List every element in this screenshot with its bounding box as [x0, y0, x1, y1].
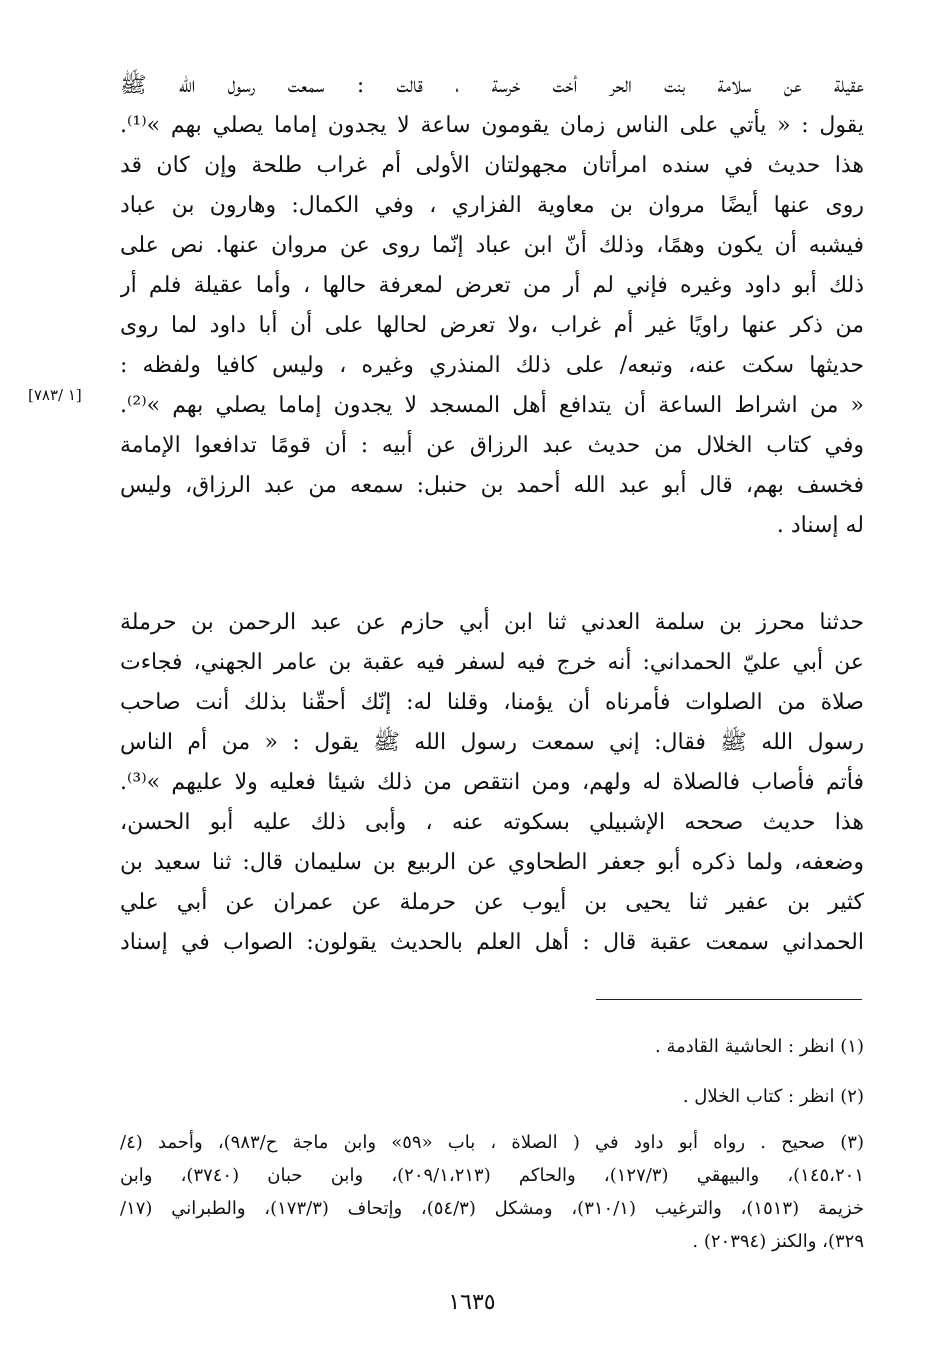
text-line: كثير بن عفير ثنا يحيى بن أيوب عن حرملة عن عمران عن أبي علي: [120, 890, 864, 915]
text-line: وفي كتاب الخلال من حديث عبد الرزاق عن أبيه : أن قومًا تدافعوا الإمامة: [120, 433, 864, 458]
text-line: ذلك أبو داود وغيره فإني لم أر من تعرض لمعرفة حالها ، وأما عقيلة فلم أر: [120, 273, 864, 298]
text-line: حديثها سكت عنه، وتبعه/ على ذلك المنذري وغيره ، وليس كافيا ولفظه :: [120, 353, 864, 378]
paragraph-1: [120, 66, 864, 546]
text-line: فأتم فأصاب فالصلاة له ولهم، ومن انتقص من ذلك شيئا فعليه ولا عليهم »⁽³⁾.: [120, 770, 864, 795]
text-line: حدثنا محرز بن سلمة العدني ثنا ابن أبي حازم عن عبد الرحمن بن حرملة: [120, 610, 864, 635]
text-line: هذا حديث في سنده امرأتان مجهولتان الأولى أم غراب طلحة وإن كان قد: [120, 153, 864, 178]
text-line: فخسف بهم، قال أبو عبد الله أحمد بن حنبل: سمعه من عبد الرزاق، وليس: [120, 473, 864, 498]
text-line: روى عنها أيضًا مروان بن معاوية الفزاري ، وفي الكمال: وهارون بن عباد: [120, 193, 864, 218]
text-line: من ذكر عنها راويًا غير أم غراب ،ولا تعرض لحالها على أن أبا داود لما روى: [120, 313, 864, 338]
text-line: عقيلة عن سلامة بنت الحر أخت خرسة ، قالت : سمعت رسول الله ﷺ: [120, 73, 864, 98]
text-line: صلاة من الصلوات فأمرناه أن يؤمنا، وقلنا له: إنّك أحقّنا بذلك أنت صاحب: [120, 690, 864, 715]
footnote-2: [120, 1080, 864, 1113]
text-line: « من اشراط الساعة أن يتدافع أهل المسجد لا يجدون إماما يصلي بهم »⁽²⁾.: [120, 393, 864, 418]
footnote-separator: [596, 999, 862, 1000]
text-line: رسول الله ﷺ فقال: إني سمعت رسول الله ﷺ يقول : « من أم الناس: [120, 730, 864, 755]
footnote-line: (٢) انظر : كتاب الخلال .: [682, 1086, 864, 1107]
text-line: عن أبي عليّ الحمداني: أنه خرج فيه لسفر فيه عقبة بن عامر الجهني، فجاءت: [120, 650, 864, 675]
text-line: هذا حديث صححه الإشبيلي بسكوته عنه ، وأبى ذلك عليه أبو الحسن،: [120, 810, 864, 835]
text-line: يقول : « يأتي على الناس زمان يقومون ساعة لا يجدون إماما يصلي بهم »⁽¹⁾.: [120, 113, 864, 138]
text-line: الحمداني سمعت عقبة قال : أهل العلم بالحديث يقولون: الصواب في إسناد: [120, 930, 864, 955]
footnote-3: [120, 1126, 864, 1258]
footnote-line: خزيمة (١٥١٣)، والترغيب (٣١٠/١)، ومشكل (٥٤/٣)، وإتحاف (١٧٣/٣)، والطبراني (١٧/: [120, 1198, 864, 1219]
footnote-line: (١) انظر : الحاشية القادمة .: [655, 1036, 864, 1057]
margin-reference: [١ /٧٨٣]: [28, 386, 82, 404]
paragraph-2: [120, 603, 864, 963]
text-line: له إسناد .: [776, 513, 864, 538]
footnote-line: ١٤٥،٢٠١)، والبيهقي (١٢٧/٣)، والحاكم (٢٠٩/١،٢١٣)، وابن حبان (٣٧٤٠)، وابن: [120, 1165, 864, 1186]
footnote-line: (٣) صحيح . رواه أبو داود في ( الصلاة ، باب «٥٩» وابن ماجة ح/٩٨٣)، وأحمد (٤/: [120, 1132, 864, 1153]
page-number: ١٦٣٥: [448, 1290, 496, 1315]
text-line: فيشبه أن يكون وهمًا، وذلك أنّ ابن عباد إنّما روى عن مروان عنها. نص على: [120, 233, 864, 258]
text-line: وضعفه، ولما ذكره أبو جعفر الطحاوي عن الربيع بن سليمان قال: ثنا سعيد بن: [120, 850, 864, 875]
footnote-1: [120, 1030, 864, 1063]
footnote-line: ٣٢٩)، والكنز (٢٠٣٩٤) .: [692, 1231, 864, 1252]
